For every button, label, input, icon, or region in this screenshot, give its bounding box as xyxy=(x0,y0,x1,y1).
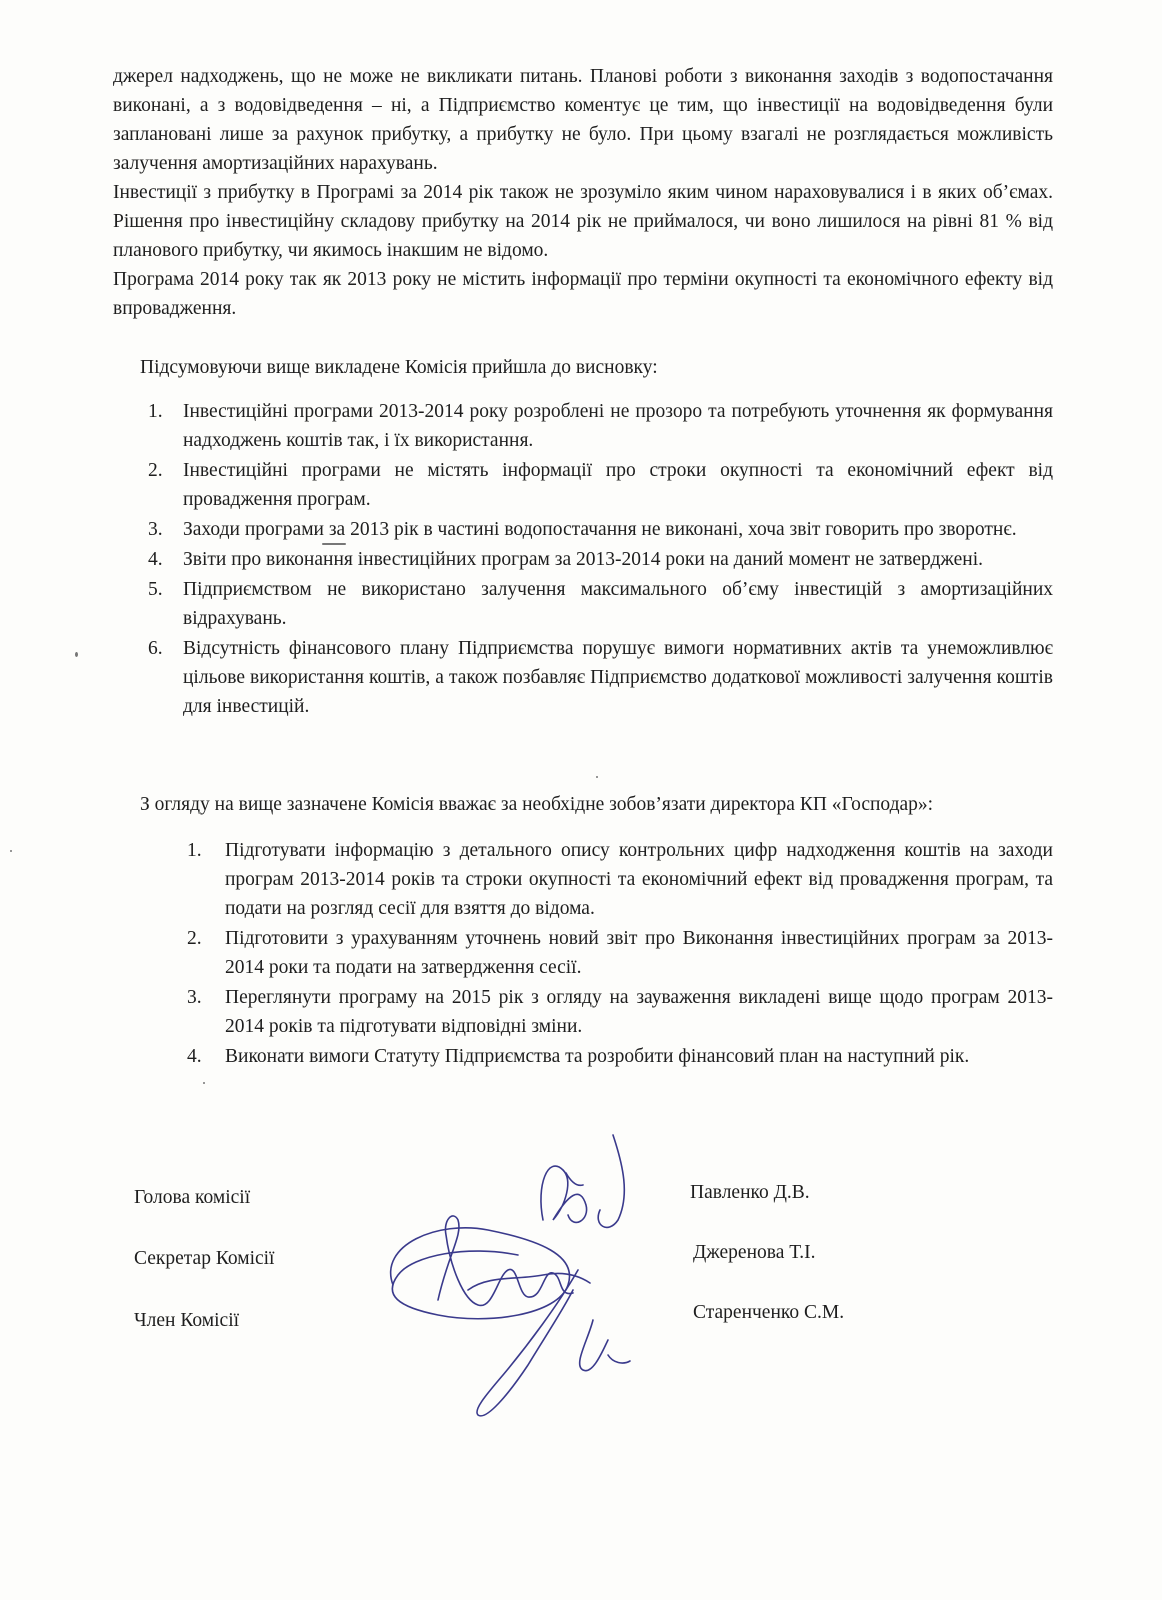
paragraph-2: Інвестиції з прибутку в Програмі за 2014 рік також не зрозуміло яким чином нараховувалися і в яких об’ємах. Рішення про інвестиційну складову прибутку на 2014 рік не приймалося, чи воно лишилося на рівні 81 % від планового прибутку, чи якимось інакшим не відомо. xyxy=(113,182,1053,261)
signature-name-secretary: Джеренова Т.І. xyxy=(693,1242,816,1263)
scan-speck xyxy=(10,850,12,852)
obligations-list xyxy=(187,836,1053,1072)
item-text: Інвестиційні програми не містять інформації про строки окупності та економічний ефект від провадження програм. xyxy=(183,460,1053,510)
item-number: 1. xyxy=(148,401,163,422)
scan-speck xyxy=(203,1082,205,1084)
item-text: Виконати вимоги Статуту Підприємства та розробити фінансовий план на наступний рік. xyxy=(225,1046,970,1067)
item-text: Заходи програми за 2013 рік в частині водопостачання не виконані, хоча звіт говорить про зворотнє. xyxy=(183,519,1017,540)
handwritten-signatures xyxy=(368,1125,648,1425)
obligations-intro: З огляду на вище зазначене Комісія вважає за необхідне зобов’язати директора КП «Господар»: xyxy=(140,794,934,815)
item-number: 2. xyxy=(187,928,202,949)
item-number: 3. xyxy=(187,987,202,1008)
conclusion-item xyxy=(148,545,1053,574)
item-text: Звіти про виконання інвестиційних програм за 2013-2014 роки на даний момент не затверджені. xyxy=(183,549,984,570)
signature-role-secretary: Секретар Комісії xyxy=(134,1248,275,1269)
conclusion-item xyxy=(148,515,1053,544)
scan-speck xyxy=(75,652,78,657)
item-text: Відсутність фінансового плану Підприємства порушує вимоги нормативних актів та унеможливлює цільове використання коштів, а також позбавляє Підприємство додаткової можливості залучення коштів для інвестицій. xyxy=(183,638,1053,717)
obligation-item xyxy=(187,1042,1053,1071)
item-text: Підготувати інформацію з детального опису контрольних цифр надходження коштів на заходи програм 2013-2014 років та строки окупності та економічний ефект від провадження програм, та подати на розгляд сесії для взяття до відома. xyxy=(225,840,1053,919)
conclusion-item xyxy=(148,575,1053,633)
conclusions-list xyxy=(148,397,1053,722)
item-number: 5. xyxy=(148,579,163,600)
signature-role-member: Член Комісії xyxy=(134,1310,240,1331)
obligation-item xyxy=(187,983,1053,1041)
obligation-item xyxy=(187,924,1053,982)
item-number: 2. xyxy=(148,460,163,481)
signature-name-chair: Павленко Д.В. xyxy=(690,1182,810,1203)
item-text: Переглянути програму на 2015 рік з огляду на зауваження викладені вище щодо програм 2013-2014 років та підготувати відповідні зміни. xyxy=(225,987,1053,1037)
item-text: Підготовити з урахуванням уточнень новий звіт про Виконання інвестиційних програм за 2013-2014 роки та подати на затвердження сесії. xyxy=(225,928,1053,978)
item-number: 3. xyxy=(148,519,163,540)
paragraph-3: Програма 2014 року так як 2013 року не містить інформації про терміни окупності та економічного ефекту від впровадження. xyxy=(113,269,1053,319)
obligation-item xyxy=(187,836,1053,923)
item-number: 4. xyxy=(148,549,163,570)
scan-speck xyxy=(322,543,346,545)
item-text: Підприємством не використано залучення максимального об’єму інвестицій з амортизаційних відрахувань. xyxy=(183,579,1053,629)
item-text: Інвестиційні програми 2013-2014 року розроблені не прозоро та потребують уточнення як формування надходжень коштів так, і їх використання. xyxy=(183,401,1053,451)
signature-role-chair: Голова комісії xyxy=(134,1187,251,1208)
paragraph-1: джерел надходжень, що не може не викликати питань. Планові роботи з виконання заходів з водопостачання виконані, а з водовідведення – ні, а Підприємство коментує це тим, що інвестиції на водовідведення були заплановані лише за рахунок прибутку, а прибутку не було. При цьому взагалі не розглядається можливість залучення амортизаційних нарахувань. xyxy=(113,66,1053,174)
conclusion-item xyxy=(148,397,1053,455)
conclusion-item xyxy=(148,634,1053,721)
signature-name-member: Старенченко С.М. xyxy=(693,1302,845,1323)
item-number: 4. xyxy=(187,1046,202,1067)
item-number: 1. xyxy=(187,840,202,861)
conclusion-intro: Підсумовуючи вище викладене Комісія прийшла до висновку: xyxy=(140,357,658,378)
item-number: 6. xyxy=(148,638,163,659)
conclusion-item xyxy=(148,456,1053,514)
scan-speck xyxy=(596,776,598,778)
